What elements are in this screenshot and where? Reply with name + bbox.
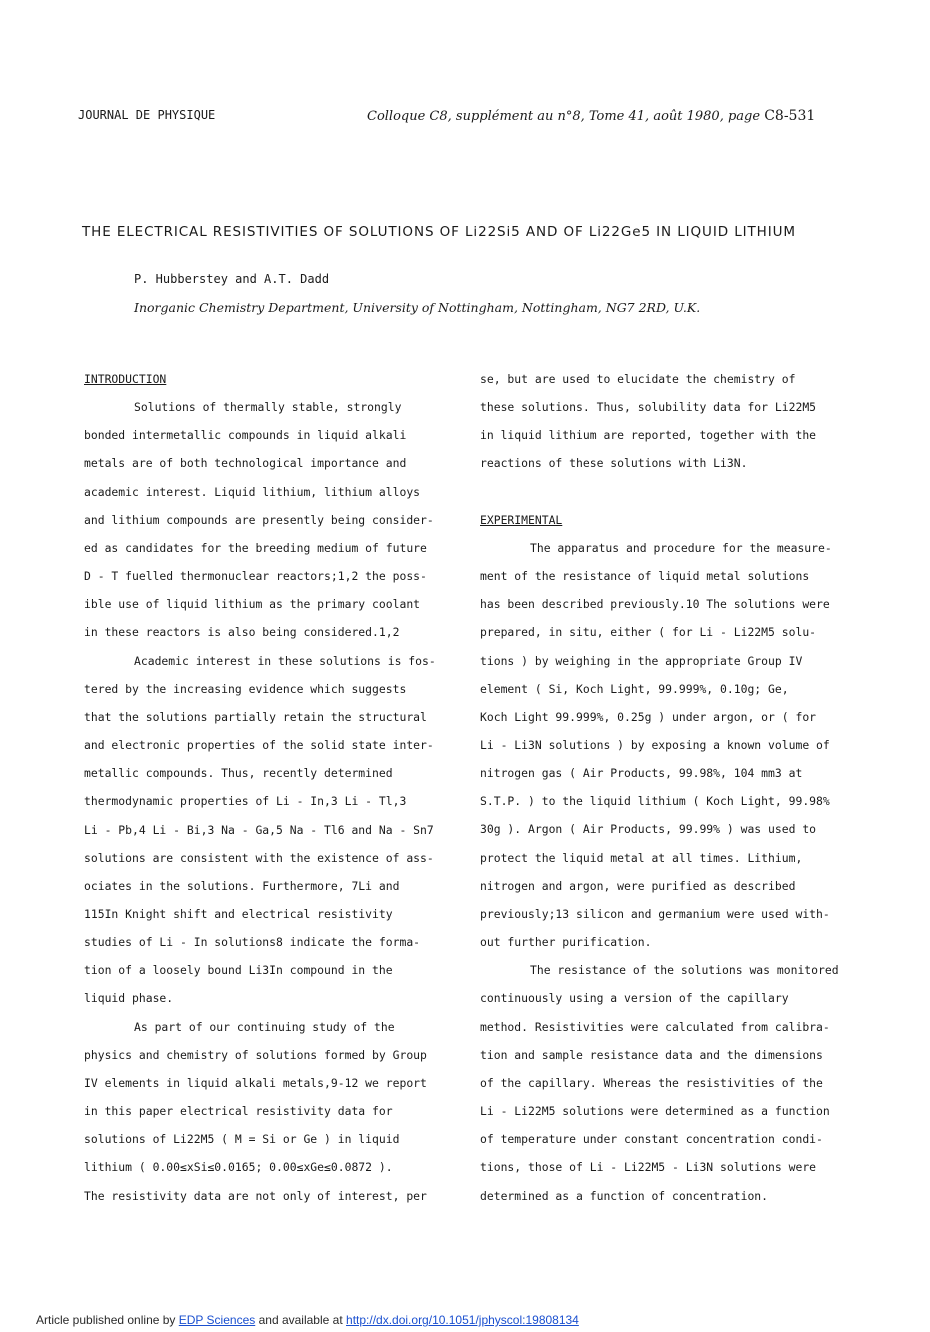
text-line: The resistivity data are not only of interest, per	[84, 1188, 427, 1203]
text-line: tions ) by weighing in the appropriate Group IV	[480, 653, 803, 668]
publication-footer	[36, 1313, 579, 1327]
text-line: determined as a function of concentration.	[480, 1188, 769, 1203]
footer-prefix: Article published online by	[36, 1313, 176, 1327]
text-line: of temperature under constant concentration condi-	[480, 1132, 823, 1147]
text-line: se, but are used to elucidate the chemistry of	[480, 372, 796, 386]
text-line: thermodynamic properties of Li - In,3 Li - Tl,3	[84, 794, 407, 809]
text-line: IV elements in liquid alkali metals,9-12 we report	[84, 1075, 427, 1090]
text-line: metallic compounds. Thus, recently determined	[84, 766, 393, 781]
text-line: nitrogen gas ( Air Products, 99.98%, 104 mm3 at	[480, 766, 803, 781]
text-line: As part of our continuing study of the	[134, 1019, 395, 1034]
doi-link[interactable]: http://dx.doi.org/10.1051/jphyscol:19808134	[346, 1313, 579, 1327]
text-line: prepared, in situ, either ( for Li - Li22M5 solu-	[480, 625, 817, 640]
text-line: tions, those of Li - Li22M5 - Li3N solutions were	[480, 1160, 817, 1175]
text-line: previously;13 silicon and germanium were used with-	[480, 906, 830, 921]
text-line: Koch Light 99.999%, 0.25g ) under argon, or ( for	[480, 709, 817, 724]
text-line: The resistance of the solutions was monitored	[530, 963, 839, 978]
text-line: in these reactors is also being considered.1,2	[84, 625, 400, 640]
text-line: protect the liquid metal at all times. Lithium,	[480, 850, 803, 865]
text-line: metals are of both technological importance and	[84, 456, 407, 471]
text-line: ible use of liquid lithium as the primary coolant	[84, 597, 421, 612]
text-line: S.T.P. ) to the liquid lithium ( Koch Light, 99.98%	[480, 794, 830, 809]
publisher-link[interactable]: EDP Sciences	[178, 1313, 256, 1327]
text-line: tion of a loosely bound Li3In compound in the	[84, 963, 393, 978]
text-line: and lithium compounds are presently being consider-	[84, 512, 434, 527]
text-line: ociates in the solutions. Furthermore, 7Li and	[84, 878, 400, 893]
text-line: physics and chemistry of solutions formed by Group	[84, 1047, 427, 1062]
text-line: lithium ( 0.00≤xSi≤0.0165; 0.00≤xGe≤0.0872 ).	[84, 1160, 393, 1175]
journal-name: JOURNAL DE PHYSIQUE	[78, 108, 216, 122]
left-column	[84, 365, 454, 1210]
text-line: reactions of these solutions with Li3N.	[480, 456, 748, 471]
text-line: tered by the increasing evidence which suggests	[84, 681, 407, 696]
text-line: Li - Li22M5 solutions were determined as a function	[480, 1104, 830, 1119]
text-line: studies of Li - In solutions8 indicate the forma-	[84, 935, 421, 950]
paper-title: THE ELECTRICAL RESISTIVITIES OF SOLUTIONS OF Li22Si5 AND OF Li22Ge5 IN LIQUID LITHIUM	[82, 224, 796, 240]
colloque-text: Colloque C8, supplément au n°8, Tome 41, août 1980, page	[367, 109, 761, 124]
colloque-reference	[367, 108, 815, 124]
text-line: has been described previously.10 The solutions were	[480, 597, 830, 612]
text-line: and electronic properties of the solid state inter-	[84, 738, 434, 753]
text-line: 30g ). Argon ( Air Products, 99.99% ) was used to	[480, 822, 817, 837]
text-line: element ( Si, Koch Light, 99.999%, 0.10g; Ge,	[480, 681, 789, 696]
text-line: Solutions of thermally stable, strongly	[134, 400, 402, 415]
text-line: in this paper electrical resistivity data for	[84, 1104, 393, 1119]
right-column	[480, 365, 850, 1210]
text-line: Li - Pb,4 Li - Bi,3 Na - Ga,5 Na - Tl6 and Na - Sn7	[84, 822, 434, 837]
text-line: The apparatus and procedure for the measure-	[530, 540, 832, 555]
text-line: Academic interest in these solutions is fos-	[134, 653, 436, 668]
footer-middle: and available at	[258, 1313, 343, 1327]
text-line: solutions of Li22M5 ( M = Si or Ge ) in liquid	[84, 1132, 400, 1147]
text-line: ment of the resistance of liquid metal solutions	[480, 569, 810, 584]
section-gap	[480, 478, 850, 506]
text-line: 115In Knight shift and electrical resistivity	[84, 906, 393, 921]
experimental-heading: EXPERIMENTAL	[480, 512, 563, 527]
text-line: liquid phase.	[84, 991, 174, 1006]
authors: P. Hubberstey and A.T. Dadd	[134, 272, 330, 286]
text-line: solutions are consistent with the existence of ass-	[84, 850, 434, 865]
text-line: D - T fuelled thermonuclear reactors;1,2 the poss-	[84, 569, 427, 584]
text-line: method. Resistivities were calculated from calibra-	[480, 1019, 830, 1034]
text-line: that the solutions partially retain the structural	[84, 709, 427, 724]
text-line: tion and sample resistance data and the dimensions	[480, 1047, 823, 1062]
affiliation: Inorganic Chemistry Department, University of Nottingham, Nottingham, NG7 2RD, U.K.	[134, 300, 701, 315]
text-line: of the capillary. Whereas the resistivities of the	[480, 1075, 823, 1090]
page-number: C8-531	[764, 108, 816, 124]
text-line: bonded intermetallic compounds in liquid alkali	[84, 428, 407, 443]
text-line: continuously using a version of the capillary	[480, 991, 789, 1006]
text-line: these solutions. Thus, solubility data for Li22M5	[480, 400, 817, 415]
introduction-heading: INTRODUCTION	[84, 372, 167, 386]
text-line: nitrogen and argon, were purified as described	[480, 878, 796, 893]
text-line: out further purification.	[480, 935, 652, 950]
text-line: academic interest. Liquid lithium, lithium alloys	[84, 484, 421, 499]
text-line: ed as candidates for the breeding medium of future	[84, 540, 427, 555]
text-line: Li - Li3N solutions ) by exposing a known volume of	[480, 738, 830, 753]
text-line: in liquid lithium are reported, together with the	[480, 428, 817, 443]
